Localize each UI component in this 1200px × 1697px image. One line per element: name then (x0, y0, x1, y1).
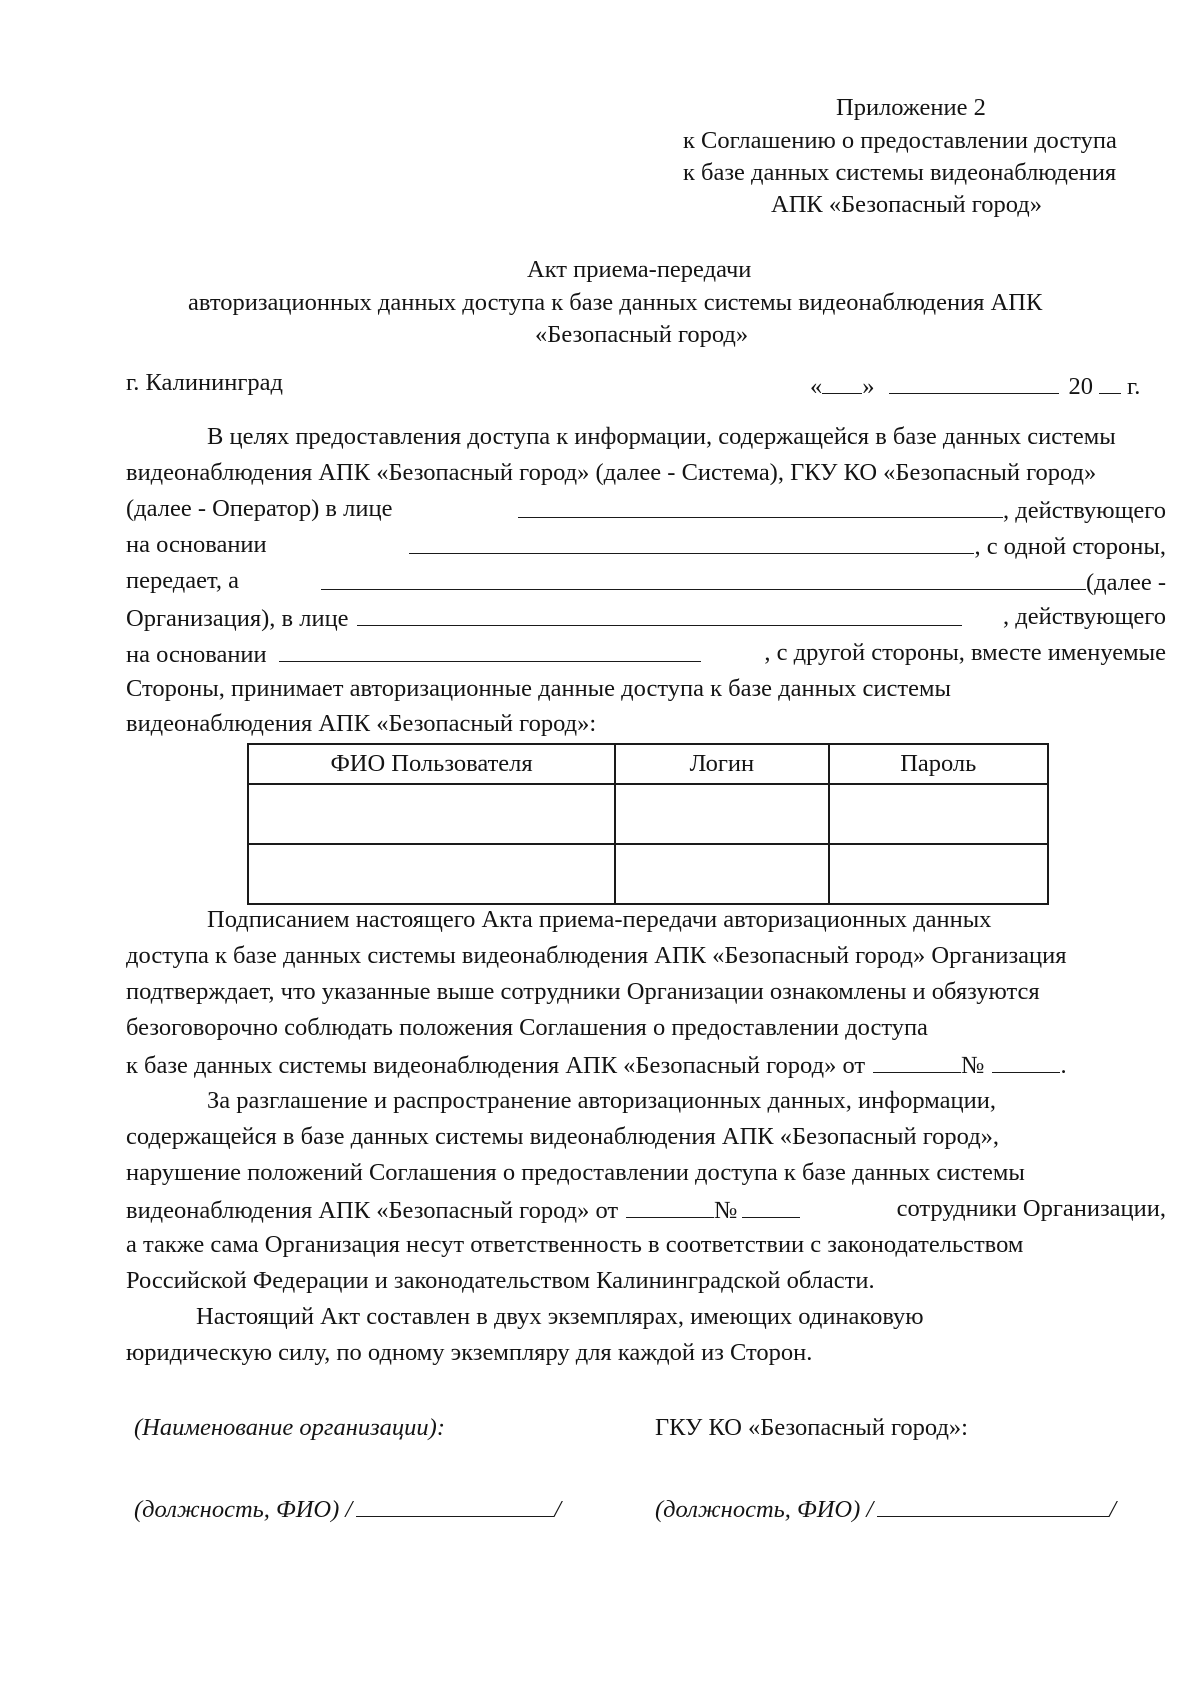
text-span: Стороны, принимает авторизационные данные доступа к базе данных системы (126, 675, 951, 702)
column-header-login: Логин (615, 744, 828, 784)
text-span: . (1060, 1052, 1067, 1079)
text-line (126, 1158, 1166, 1188)
day-field[interactable] (822, 370, 862, 394)
text-span: доступа к базе данных системы видеонаблюдения АПК «Безопасный город» Организация (126, 942, 1067, 969)
text-span: (далее - Оператор) в лице (126, 495, 393, 522)
text-span: Организация), в лице (126, 605, 349, 632)
signature-caption: (должность, ФИО) / (134, 1496, 353, 1523)
text-span: видеонаблюдения АПК «Безопасный город» (далее - Система), ГКУ КО «Безопасный город» (126, 459, 1097, 486)
appendix-ref-line: АПК «Безопасный город» (771, 191, 1042, 218)
text-line: видеонаблюдения АПК «Безопасный город»: (126, 710, 597, 737)
appendix-ref-line: к базе данных системы видеонаблюдения (683, 159, 1117, 186)
agreement-date-field[interactable] (873, 1049, 961, 1073)
month-field[interactable] (889, 370, 1059, 394)
text-span: подтверждает, что указанные выше сотрудники Организации ознакомлены и обязуются (126, 978, 1040, 1005)
text-span: видеонаблюдения АПК «Безопасный город» от (126, 1197, 619, 1224)
user-name-cell[interactable] (248, 844, 615, 904)
text-span: Подписанием настоящего Акта приема-передачи авторизационных данных (207, 906, 992, 933)
text-span: Настоящий Акт составлен в двух экземплярах, имеющих одинаковую (196, 1303, 924, 1330)
text-span: (далее - (1086, 569, 1166, 596)
agreement-reference (126, 1194, 800, 1226)
organization-representative (126, 602, 962, 634)
operator-name-caption: ГКУ КО «Безопасный город»: (655, 1414, 968, 1441)
text-span: , действующего (1003, 603, 1166, 630)
text-line (126, 602, 1166, 634)
text-line (126, 1230, 1166, 1260)
text-span: , с другой стороны, вместе именуемые (764, 639, 1166, 666)
login-cell[interactable] (615, 844, 828, 904)
text-line (207, 1086, 1166, 1116)
organization-name-caption: (Наименование организации): (134, 1414, 445, 1441)
organization-signature-field[interactable] (356, 1493, 554, 1517)
table-row (248, 784, 1048, 844)
text-span: на основании (126, 531, 267, 558)
appendix-ref-line: к Соглашению о предоставлении доступа (683, 127, 1117, 154)
text-span: содержащейся в базе данных системы видеонаблюдения АПК «Безопасный город», (126, 1123, 1000, 1150)
text-span: а также сама Организация несут ответственность в соответствии с законодательством (126, 1231, 1024, 1258)
text-span: За разглашение и распространение авторизационных данных, информации, (207, 1087, 996, 1114)
column-header-password: Пароль (829, 744, 1048, 784)
text-span: , с одной стороны, (974, 533, 1166, 560)
organization-name-field[interactable] (321, 566, 1086, 590)
login-cell[interactable] (615, 784, 828, 844)
text-span: В целях предоставления доступа к информации, содержащейся в базе данных системы (207, 423, 1116, 450)
text-line (126, 674, 1166, 704)
password-cell[interactable] (829, 844, 1048, 904)
appendix-number: Приложение 2 (836, 94, 986, 121)
organization-basis (126, 638, 701, 670)
number-sign: № (714, 1197, 738, 1224)
text-span: , действующего (1003, 497, 1166, 524)
text-line (126, 977, 1166, 1007)
organization-name (321, 566, 1166, 598)
date-line (810, 370, 1140, 402)
text-span: передает, а (126, 567, 239, 594)
agreement-number-field[interactable] (992, 1049, 1060, 1073)
table-header-row (248, 744, 1048, 784)
text-line (126, 1122, 1166, 1152)
title-line: авторизационных данных доступа к базе данных системы видеонаблюдения АПК (188, 289, 1043, 316)
year-field[interactable] (1099, 370, 1121, 394)
operator-signature-line (655, 1493, 1116, 1525)
text-line: Российской Федерации и законодательством Калининградской области. (126, 1267, 875, 1294)
year-suffix: г. (1127, 373, 1141, 400)
organization-signature-line (134, 1493, 561, 1525)
text-span: нарушение положений Соглашения о предоставлении доступа к базе данных системы (126, 1159, 1025, 1186)
title-line: Акт приема-передачи (527, 256, 752, 283)
signature-slash: / (554, 1496, 562, 1523)
text-span: безоговорочно соблюдать положения Соглашения о предоставлении доступа (126, 1014, 928, 1041)
agreement-date-field[interactable] (626, 1194, 714, 1218)
signature-caption: (должность, ФИО) / (655, 1496, 874, 1523)
text-line (126, 1013, 1166, 1043)
text-line (126, 638, 1166, 670)
table-row (248, 844, 1048, 904)
place-of-signing: г. Калининград (126, 369, 283, 396)
signature-slash: / (1109, 1496, 1117, 1523)
date-quote-open: « (810, 373, 823, 400)
text-span: к базе данных системы видеонаблюдения АПК «Безопасный город» от (126, 1052, 866, 1079)
text-line (126, 1049, 1067, 1081)
date-quote-close: » (862, 373, 875, 400)
text-line (207, 905, 1166, 935)
year-prefix: 20 (1068, 373, 1093, 400)
operator-representative-field[interactable] (518, 494, 1003, 518)
text-line (126, 566, 1166, 598)
text-line (196, 1302, 1166, 1332)
text-span: сотрудники Организации, (896, 1195, 1166, 1222)
number-sign: № (961, 1052, 985, 1079)
text-line (207, 422, 1166, 452)
text-line (126, 530, 1166, 562)
text-line (126, 494, 1166, 526)
user-name-cell[interactable] (248, 784, 615, 844)
organization-representative-field[interactable] (357, 602, 962, 626)
operator-signature-field[interactable] (877, 1493, 1109, 1517)
agreement-number-field[interactable] (742, 1194, 800, 1218)
column-header-user-name: ФИО Пользователя (248, 744, 615, 784)
text-span: на основании (126, 641, 267, 668)
text-line (126, 941, 1166, 971)
operator-basis (409, 530, 1166, 562)
credentials-table (247, 743, 1049, 905)
password-cell[interactable] (829, 784, 1048, 844)
operator-basis-field[interactable] (409, 530, 974, 554)
text-line: юридическую силу, по одному экземпляру для каждой из Сторон. (126, 1339, 813, 1366)
text-line (126, 1194, 1166, 1226)
text-line (126, 458, 1166, 488)
operator-representative (518, 494, 1166, 526)
title-line: «Безопасный город» (535, 321, 749, 348)
organization-basis-field[interactable] (279, 638, 701, 662)
